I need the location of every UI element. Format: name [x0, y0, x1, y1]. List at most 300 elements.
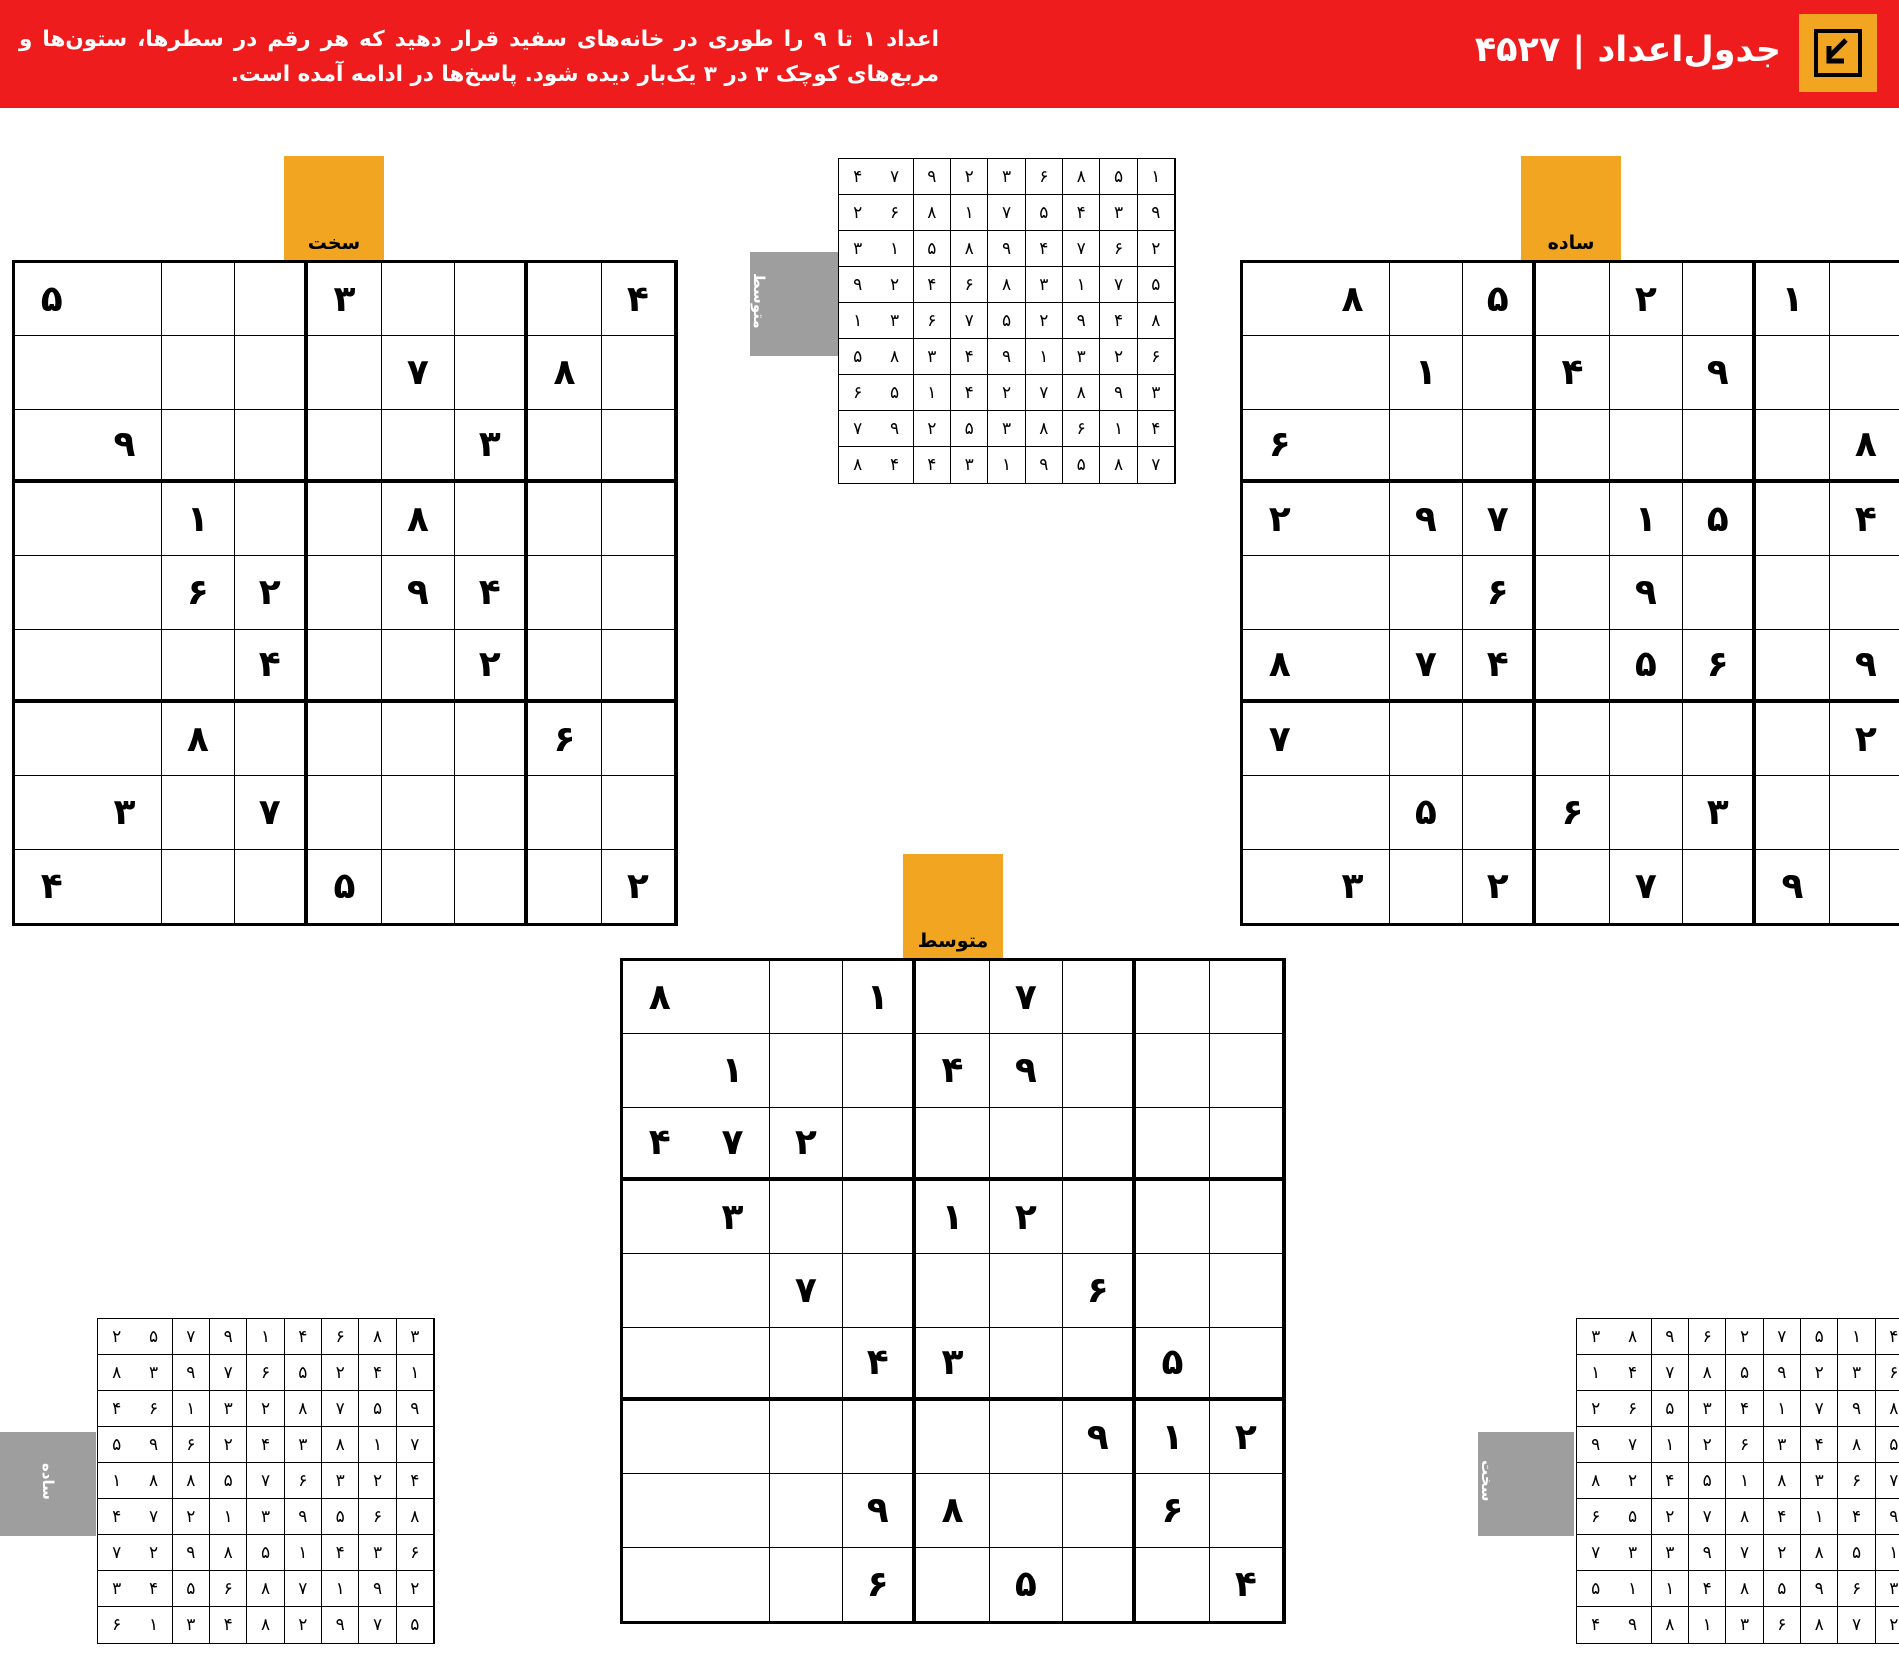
puzzle-easy-cell[interactable]: ۱ [1756, 263, 1829, 336]
puzzle-medium-cell[interactable] [916, 1401, 989, 1474]
solution-medium-cell: ۲ [876, 267, 913, 303]
puzzle-hard-cell[interactable]: ۷ [382, 336, 455, 409]
puzzle-easy-cell[interactable]: ۵ [1610, 630, 1683, 703]
puzzle-hard-cell[interactable] [88, 850, 161, 923]
puzzle-easy-cell[interactable]: ۹ [1610, 556, 1683, 629]
solution-hard-cell: ۲ [1876, 1607, 1899, 1643]
puzzle-easy-cell[interactable]: ۲ [1830, 703, 1899, 776]
solution-medium-cell: ۶ [914, 303, 951, 339]
puzzle-easy-cell[interactable]: ۵ [1683, 483, 1756, 556]
solution-hard-cell: ۶ [1689, 1319, 1726, 1355]
solution-tab-medium-label: متوسط [750, 273, 768, 329]
solution-medium-cell: ۹ [988, 231, 1025, 267]
puzzle-medium-cell[interactable] [1210, 1108, 1283, 1181]
puzzle-hard-cell[interactable]: ۶ [528, 703, 601, 776]
puzzle-medium-cell[interactable]: ۶ [1063, 1254, 1136, 1327]
puzzle-hard-cell[interactable] [602, 776, 675, 849]
solution-grid-easy [97, 1318, 435, 1644]
puzzle-medium-cell[interactable] [843, 1181, 916, 1254]
puzzle-easy-cell[interactable]: ۹ [1683, 336, 1756, 409]
puzzle-hard-cell[interactable]: ۴ [40, 865, 63, 907]
puzzle-medium-cell[interactable] [770, 1401, 843, 1474]
puzzle-easy-cell[interactable] [1390, 703, 1463, 776]
puzzle-easy-cell[interactable] [1316, 776, 1389, 849]
solution-easy-cell: ۲ [173, 1499, 210, 1535]
puzzle-medium-cell[interactable] [696, 1474, 769, 1547]
puzzle-hard-cell[interactable] [602, 410, 675, 483]
puzzle-hard-cell[interactable]: ۸ [382, 483, 455, 556]
solution-hard-cell: ۴ [1614, 1355, 1651, 1391]
puzzle-easy-cell[interactable] [1756, 776, 1829, 849]
puzzle-hard-cell[interactable]: ۵ [15, 263, 88, 336]
puzzle-easy-cell[interactable] [1830, 850, 1899, 923]
puzzle-easy-cell[interactable] [1756, 410, 1829, 483]
puzzle-hard-cell[interactable] [15, 410, 88, 483]
puzzle-medium-cell[interactable]: ۴ [623, 1108, 696, 1181]
solution-medium-cell: ۸ [876, 339, 913, 375]
puzzle-easy-cell[interactable] [1683, 850, 1756, 923]
puzzle-medium-cell[interactable] [1063, 1328, 1136, 1401]
puzzle-medium-cell[interactable]: ۵ [990, 1548, 1063, 1621]
puzzle-easy-cell[interactable]: ۹ [1390, 483, 1463, 556]
solution-easy-cell: ۳ [135, 1355, 172, 1391]
puzzle-medium-cell[interactable] [623, 1548, 696, 1621]
puzzle-easy-cell[interactable] [1610, 410, 1683, 483]
solution-easy-cell: ۸ [285, 1391, 322, 1427]
puzzle-hard-cell[interactable]: ۲ [602, 850, 675, 923]
puzzle-easy-cell[interactable] [1536, 556, 1609, 629]
puzzle-medium-cell[interactable]: ۷ [990, 961, 1063, 1034]
puzzle-easy-cell[interactable] [1830, 263, 1899, 336]
puzzle-easy-cell[interactable]: ۸ [1830, 410, 1899, 483]
solution-medium-cell: ۱ [1063, 267, 1100, 303]
puzzle-easy-cell[interactable] [1243, 263, 1316, 336]
solution-medium-cell: ۹ [988, 339, 1025, 375]
puzzle-hard-cell[interactable] [308, 483, 381, 556]
solution-hard-cell: ۷ [1614, 1427, 1651, 1463]
puzzle-hard-cell[interactable] [88, 703, 161, 776]
puzzle-medium-cell[interactable]: ۷ [770, 1254, 843, 1327]
puzzle-hard-cell[interactable] [308, 410, 381, 483]
puzzle-hard-cell[interactable]: ۹ [382, 556, 455, 629]
puzzle-easy-cell[interactable]: ۴ [1536, 336, 1609, 409]
puzzle-medium-cell[interactable] [1136, 961, 1209, 1034]
puzzle-easy-cell[interactable]: ۷ [1610, 850, 1683, 923]
puzzle-hard-cell[interactable] [308, 776, 381, 849]
puzzle-hard-cell[interactable] [15, 556, 88, 629]
puzzle-hard-cell[interactable] [162, 630, 235, 703]
puzzle-medium-cell[interactable] [623, 1181, 696, 1254]
solution-medium-cell: ۶ [839, 375, 876, 411]
puzzle-medium-cell[interactable] [623, 1474, 696, 1547]
puzzle-medium-cell[interactable] [1210, 1474, 1283, 1547]
puzzle-hard-cell[interactable] [15, 703, 88, 776]
puzzle-hard-cell[interactable]: ۴ [602, 263, 675, 336]
puzzle-medium-cell[interactable]: ۳ [696, 1181, 769, 1254]
puzzle-easy-cell[interactable] [1316, 556, 1389, 629]
solution-easy-cell: ۳ [397, 1319, 434, 1355]
puzzle-easy-cell[interactable] [1243, 776, 1316, 849]
puzzle-hard-cell[interactable] [308, 630, 381, 703]
solution-hard-cell: ۳ [1726, 1607, 1763, 1643]
puzzle-easy-cell[interactable] [1390, 850, 1463, 923]
puzzle-easy-cell[interactable]: ۶ [1536, 776, 1609, 849]
solution-medium-cell: ۵ [988, 303, 1025, 339]
solution-easy-cell: ۲ [210, 1427, 247, 1463]
puzzle-medium-cell[interactable] [1210, 1328, 1283, 1401]
puzzle-medium-cell[interactable] [1063, 1474, 1136, 1547]
puzzle-easy-cell[interactable]: ۱ [1390, 336, 1463, 409]
puzzle-grid-medium[interactable] [620, 958, 1286, 1624]
puzzle-medium-cell[interactable] [770, 1548, 843, 1621]
solution-medium-cell: ۴ [951, 375, 988, 411]
solution-medium-cell: ۵ [1063, 447, 1100, 483]
puzzle-easy-cell[interactable] [1610, 336, 1683, 409]
puzzle-medium-cell[interactable] [623, 1401, 696, 1474]
puzzle-hard-cell[interactable] [455, 263, 528, 336]
puzzle-hard-cell[interactable] [88, 630, 161, 703]
puzzle-easy-cell[interactable]: ۷ [1463, 483, 1536, 556]
puzzle-easy-cell[interactable] [1390, 410, 1463, 483]
puzzle-easy-cell[interactable] [1756, 556, 1829, 629]
solution-hard-cell: ۴ [1726, 1391, 1763, 1427]
puzzle-easy-cell[interactable]: ۷ [1243, 703, 1316, 776]
puzzle-medium-cell[interactable] [1210, 1181, 1283, 1254]
puzzle-medium-cell[interactable] [1136, 1108, 1209, 1181]
puzzle-hard-cell[interactable]: ۶ [162, 556, 235, 629]
solution-medium-cell: ۷ [839, 411, 876, 447]
puzzle-easy-cell[interactable] [1683, 703, 1756, 776]
puzzle-medium-cell[interactable] [1210, 961, 1283, 1034]
puzzle-medium-cell[interactable] [696, 1254, 769, 1327]
puzzle-easy-cell[interactable]: ۲ [1463, 850, 1536, 923]
puzzle-hard-cell[interactable] [88, 556, 161, 629]
puzzle-medium-cell[interactable] [916, 1548, 989, 1621]
puzzle-medium-cell[interactable] [1063, 1034, 1136, 1107]
puzzle-medium-cell[interactable] [1210, 1034, 1283, 1107]
solution-medium-cell: ۲ [1026, 303, 1063, 339]
solution-easy-cell: ۱ [247, 1319, 284, 1355]
puzzle-medium-cell[interactable] [696, 961, 769, 1034]
puzzle-medium-cell[interactable] [990, 1328, 1063, 1401]
puzzle-medium-cell[interactable]: ۵ [1136, 1328, 1209, 1401]
puzzle-hard-cell[interactable] [382, 410, 455, 483]
solution-easy-cell: ۱ [135, 1607, 172, 1643]
puzzle-easy-cell[interactable] [1463, 776, 1536, 849]
puzzle-easy-cell[interactable] [1756, 483, 1829, 556]
puzzle-hard-cell[interactable] [455, 483, 528, 556]
puzzle-hard-cell[interactable] [162, 410, 235, 483]
puzzle-hard-cell[interactable] [382, 263, 455, 336]
puzzle-hard-cell[interactable] [602, 336, 675, 409]
puzzle-medium-cell[interactable] [990, 1474, 1063, 1547]
puzzle-easy-cell[interactable]: ۵ [1390, 776, 1463, 849]
puzzle-medium-cell[interactable]: ۶ [843, 1548, 916, 1621]
puzzle-medium-cell[interactable]: ۴ [843, 1328, 916, 1401]
puzzle-hard-cell[interactable] [602, 483, 675, 556]
puzzle-medium-cell[interactable] [990, 1254, 1063, 1327]
puzzle-medium-cell[interactable]: ۱ [843, 961, 916, 1034]
puzzle-hard-cell[interactable] [528, 483, 601, 556]
puzzle-easy-cell[interactable]: ۶ [1683, 630, 1756, 703]
puzzle-medium-cell[interactable] [990, 1108, 1063, 1181]
puzzle-easy-cell[interactable] [1316, 410, 1389, 483]
puzzle-easy-cell[interactable] [1316, 630, 1389, 703]
puzzle-easy-cell[interactable]: ۳ [1683, 776, 1756, 849]
puzzle-easy-cell[interactable]: ۴ [1463, 630, 1536, 703]
puzzle-medium-cell[interactable]: ۹ [843, 1474, 916, 1547]
puzzle-hard-cell[interactable] [88, 263, 161, 336]
puzzle-easy-cell[interactable] [1536, 483, 1609, 556]
puzzle-hard-cell[interactable] [15, 630, 88, 703]
puzzle-medium-cell[interactable]: ۹ [990, 1034, 1063, 1107]
puzzle-easy-cell[interactable] [1830, 556, 1899, 629]
puzzle-medium-cell[interactable] [916, 1108, 989, 1181]
puzzle-medium-cell[interactable]: ۲ [990, 1181, 1063, 1254]
solution-hard-cell: ۱ [1838, 1319, 1875, 1355]
puzzle-medium-cell[interactable] [1063, 1548, 1136, 1621]
puzzle-easy-cell[interactable] [1610, 703, 1683, 776]
puzzle-hard-cell[interactable] [382, 630, 455, 703]
puzzle-medium-cell[interactable] [843, 1254, 916, 1327]
puzzle-easy-cell[interactable] [1243, 556, 1316, 629]
puzzle-hard-cell[interactable] [602, 556, 675, 629]
puzzle-easy-cell[interactable]: ۴ [1830, 483, 1899, 556]
puzzle-easy-cell[interactable]: ۷ [1390, 630, 1463, 703]
puzzle-medium-cell[interactable] [1136, 1254, 1209, 1327]
puzzle-easy-cell[interactable] [1536, 850, 1609, 923]
puzzle-medium-cell[interactable] [1063, 1108, 1136, 1181]
puzzle-medium-cell[interactable]: ۲ [1210, 1401, 1283, 1474]
solution-hard-cell: ۶ [1614, 1391, 1651, 1427]
puzzle-easy-cell[interactable] [1243, 850, 1316, 923]
puzzle-easy-cell[interactable]: ۵ [1463, 263, 1536, 336]
puzzle-hard-cell[interactable] [235, 410, 308, 483]
solution-medium-cell: ۱ [951, 195, 988, 231]
solution-easy-cell: ۶ [112, 1615, 122, 1635]
puzzle-medium-cell[interactable] [623, 1254, 696, 1327]
puzzle-hard-cell[interactable] [88, 483, 161, 556]
puzzle-easy-cell[interactable] [1756, 630, 1829, 703]
puzzle-medium-cell[interactable] [1063, 961, 1136, 1034]
puzzle-easy-cell[interactable]: ۶ [1243, 410, 1316, 483]
puzzle-easy-cell[interactable] [1830, 336, 1899, 409]
puzzle-hard-cell[interactable] [88, 336, 161, 409]
puzzle-hard-cell[interactable]: ۴ [235, 630, 308, 703]
puzzle-medium-cell[interactable]: ۷ [696, 1108, 769, 1181]
solution-medium-cell: ۹ [1138, 195, 1175, 231]
puzzle-medium-cell[interactable] [696, 1401, 769, 1474]
solution-hard-cell: ۹ [1577, 1427, 1614, 1463]
puzzle-hard-cell[interactable] [382, 850, 455, 923]
puzzle-hard-cell[interactable] [382, 703, 455, 776]
puzzle-grid-hard[interactable] [12, 260, 678, 926]
puzzle-medium-cell[interactable] [623, 1328, 696, 1401]
puzzle-hard-cell[interactable] [235, 703, 308, 776]
puzzle-hard-cell[interactable] [15, 776, 88, 849]
puzzle-medium-cell[interactable] [843, 1034, 916, 1107]
puzzle-easy-cell[interactable] [1536, 263, 1609, 336]
puzzle-medium-cell[interactable] [843, 1401, 916, 1474]
puzzle-easy-cell[interactable] [1463, 703, 1536, 776]
puzzle-hard-cell[interactable] [15, 336, 88, 409]
puzzle-hard-cell[interactable] [235, 850, 308, 923]
solution-hard-cell: ۷ [1838, 1607, 1875, 1643]
puzzle-hard-cell[interactable] [528, 630, 601, 703]
puzzle-easy-cell[interactable]: ۶ [1463, 556, 1536, 629]
puzzle-easy-cell[interactable]: ۹ [1756, 850, 1829, 923]
solution-easy-cell: ۶ [285, 1463, 322, 1499]
puzzle-hard-cell[interactable] [455, 850, 528, 923]
puzzle-hard-cell[interactable]: ۲ [455, 630, 528, 703]
puzzle-easy-cell[interactable] [1390, 556, 1463, 629]
puzzle-hard-cell[interactable] [162, 850, 235, 923]
puzzle-medium-cell[interactable] [696, 1548, 769, 1621]
solution-easy-cell: ۷ [210, 1355, 247, 1391]
puzzle-hard-cell[interactable]: ۳ [308, 263, 381, 336]
solution-hard-cell: ۱ [1689, 1607, 1726, 1643]
puzzle-easy-cell[interactable] [1463, 410, 1536, 483]
page-header [0, 0, 1899, 108]
solution-medium-cell: ۷ [1063, 231, 1100, 267]
puzzle-hard-cell[interactable] [235, 263, 308, 336]
puzzle-hard-cell[interactable] [308, 556, 381, 629]
puzzle-easy-cell[interactable]: ۳ [1316, 850, 1389, 923]
puzzle-medium-cell[interactable] [1063, 1181, 1136, 1254]
puzzle-grid-easy[interactable] [1240, 260, 1899, 926]
puzzle-easy-cell[interactable]: ۸ [1243, 630, 1316, 703]
puzzle-medium-cell[interactable] [770, 961, 843, 1034]
puzzle-medium-cell[interactable]: ۹ [1063, 1401, 1136, 1474]
puzzle-easy-cell[interactable] [1463, 336, 1536, 409]
puzzle-medium-cell[interactable] [696, 1328, 769, 1401]
puzzle-easy-cell[interactable] [1610, 776, 1683, 849]
puzzle-hard-cell[interactable]: ۸ [162, 703, 235, 776]
puzzle-medium-cell[interactable] [770, 1034, 843, 1107]
puzzle-easy-cell[interactable] [1316, 703, 1389, 776]
puzzle-medium-cell[interactable]: ۱ [916, 1181, 989, 1254]
puzzle-medium-cell[interactable] [916, 1254, 989, 1327]
solution-medium-cell: ۲ [988, 375, 1025, 411]
puzzle-hard-cell[interactable] [455, 703, 528, 776]
puzzle-easy-cell[interactable] [1683, 410, 1756, 483]
puzzle-medium-cell[interactable]: ۳ [916, 1328, 989, 1401]
solution-hard-cell: ۲ [1614, 1463, 1651, 1499]
puzzle-hard-cell[interactable] [528, 850, 601, 923]
solution-medium-cell: ۵ [1026, 195, 1063, 231]
puzzle-medium-cell[interactable]: ۲ [770, 1108, 843, 1181]
puzzle-hard-cell[interactable] [455, 776, 528, 849]
puzzle-hard-cell[interactable]: ۱ [162, 483, 235, 556]
puzzle-hard-cell[interactable]: ۲ [235, 556, 308, 629]
puzzle-hard-cell[interactable] [235, 336, 308, 409]
puzzle-hard-cell[interactable] [528, 410, 601, 483]
puzzle-easy-cell[interactable] [1756, 703, 1829, 776]
solution-medium-cell: ۲ [1138, 231, 1175, 267]
puzzle-hard-cell[interactable] [602, 630, 675, 703]
puzzle-easy-cell[interactable] [1536, 630, 1609, 703]
puzzle-hard-cell[interactable] [162, 776, 235, 849]
puzzle-medium-cell[interactable] [916, 961, 989, 1034]
puzzle-hard-cell[interactable]: ۷ [235, 776, 308, 849]
puzzle-medium-cell[interactable]: ۴ [916, 1034, 989, 1107]
solution-hard-cell: ۳ [1614, 1535, 1651, 1571]
puzzle-easy-cell[interactable] [1390, 263, 1463, 336]
puzzle-hard-cell[interactable] [455, 336, 528, 409]
puzzle-easy-cell[interactable] [1316, 336, 1389, 409]
puzzle-medium-cell[interactable] [1136, 1548, 1209, 1621]
puzzle-hard-cell[interactable] [528, 776, 601, 849]
puzzle-hard-cell[interactable]: ۳ [88, 776, 161, 849]
puzzle-medium-cell[interactable]: ۶ [1136, 1474, 1209, 1547]
puzzle-medium-cell[interactable] [770, 1474, 843, 1547]
puzzle-hard-cell[interactable] [15, 483, 88, 556]
puzzle-hard-cell[interactable] [308, 336, 381, 409]
puzzle-medium-cell[interactable] [843, 1108, 916, 1181]
puzzle-medium-cell[interactable] [1136, 1181, 1209, 1254]
puzzle-easy-cell[interactable]: ۹ [1830, 630, 1899, 703]
puzzle-hard-cell[interactable] [235, 483, 308, 556]
puzzle-easy-cell[interactable] [1316, 483, 1389, 556]
puzzle-hard-cell[interactable] [162, 336, 235, 409]
puzzle-easy-cell[interactable] [1683, 556, 1756, 629]
solution-medium-cell: ۹ [914, 159, 951, 195]
puzzle-hard-cell[interactable]: ۸ [528, 336, 601, 409]
puzzle-medium-cell[interactable] [1210, 1254, 1283, 1327]
puzzle-medium-cell[interactable] [990, 1401, 1063, 1474]
puzzle-easy-cell[interactable]: ۱ [1610, 483, 1683, 556]
solution-hard-cell: ۳ [1801, 1463, 1838, 1499]
puzzle-easy-cell[interactable]: ۲ [1610, 263, 1683, 336]
puzzle-hard-cell[interactable] [382, 776, 455, 849]
solution-medium-cell: ۳ [876, 303, 913, 339]
puzzle-easy-cell[interactable]: ۸ [1316, 263, 1389, 336]
puzzle-hard-cell[interactable] [162, 263, 235, 336]
solution-hard-cell: ۳ [1577, 1319, 1614, 1355]
puzzle-easy-cell[interactable] [1243, 336, 1316, 409]
puzzle-easy-cell[interactable] [1756, 336, 1829, 409]
puzzle-hard-cell[interactable] [308, 703, 381, 776]
puzzle-easy-cell[interactable] [1536, 703, 1609, 776]
puzzle-hard-cell[interactable] [528, 556, 601, 629]
puzzle-hard-cell[interactable] [528, 263, 601, 336]
puzzle-hard-cell[interactable]: ۹ [88, 410, 161, 483]
puzzle-hard-cell[interactable] [602, 703, 675, 776]
solution-hard-cell: ۳ [1838, 1355, 1875, 1391]
puzzle-medium-cell[interactable]: ۱ [1136, 1401, 1209, 1474]
puzzle-easy-cell[interactable] [1830, 776, 1899, 849]
solution-medium-cell: ۸ [1138, 303, 1175, 339]
puzzle-easy-cell[interactable] [1683, 263, 1756, 336]
puzzle-medium-cell[interactable] [1136, 1034, 1209, 1107]
solution-easy-cell: ۱ [285, 1535, 322, 1571]
puzzle-easy-cell[interactable] [1536, 410, 1609, 483]
puzzle-hard-cell[interactable]: ۵ [308, 850, 381, 923]
puzzle-easy-cell[interactable]: ۲ [1243, 483, 1316, 556]
solution-hard-cell: ۷ [1764, 1319, 1801, 1355]
puzzle-hard-cell[interactable]: ۴ [455, 556, 528, 629]
puzzle-medium-cell[interactable] [770, 1181, 843, 1254]
puzzle-hard-cell[interactable]: ۳ [455, 410, 528, 483]
puzzle-medium-cell[interactable]: ۸ [623, 961, 696, 1034]
solution-easy-cell: ۷ [322, 1391, 359, 1427]
puzzle-medium-cell[interactable]: ۴ [1210, 1548, 1283, 1621]
puzzle-medium-cell[interactable] [623, 1034, 696, 1107]
puzzle-medium-cell[interactable]: ۸ [916, 1474, 989, 1547]
solution-medium-cell: ۴ [839, 159, 876, 195]
puzzle-medium-cell[interactable] [770, 1328, 843, 1401]
puzzle-medium-cell[interactable]: ۱ [696, 1034, 769, 1107]
